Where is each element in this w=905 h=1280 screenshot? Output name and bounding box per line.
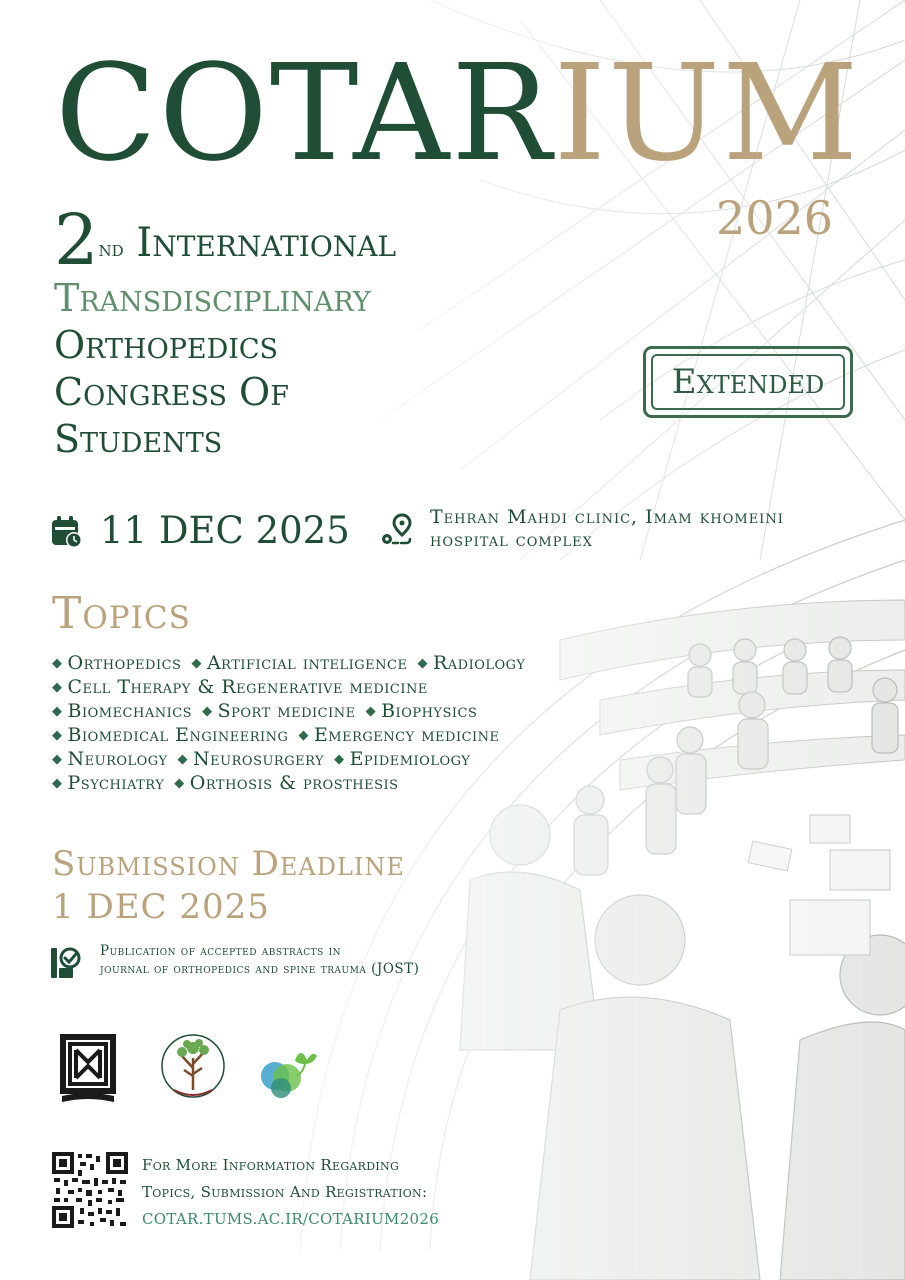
topics-row — [52, 772, 535, 796]
submission-heading: Submission Deadline — [52, 844, 405, 884]
congress-line-1 — [54, 199, 397, 281]
topics-row — [52, 652, 535, 676]
congress-line-5: Students — [54, 417, 223, 461]
qr-code-icon[interactable] — [52, 1152, 128, 1228]
topics-list — [52, 652, 535, 796]
topic-item: ◆ Radiology — [417, 652, 525, 674]
topic-item: ◆ Orthosis & prosthesis — [174, 772, 398, 794]
event-title — [55, 37, 861, 191]
topics-row — [52, 748, 535, 772]
congress-line-2: Transdisciplinary — [54, 276, 371, 320]
calendar-icon — [50, 515, 84, 549]
extended-label: Extended — [651, 354, 845, 410]
location-icon — [380, 513, 414, 549]
lotus-logo — [255, 1032, 321, 1102]
topic-item: ◆ Epidemiology — [334, 748, 470, 770]
ordinal-suffix: nd — [98, 237, 124, 262]
location-line-1: Tehran Mahdi clinic, Imam khomeini — [430, 506, 784, 528]
submission-date: 1 DEC 2025 — [52, 887, 270, 927]
tree-logo — [160, 1028, 226, 1104]
publication-icon — [50, 946, 84, 980]
topic-item: ◆ Biophysics — [366, 700, 478, 722]
university-logo — [58, 1032, 118, 1104]
congress-line-4: Congress Of — [54, 370, 289, 414]
publication-note — [100, 942, 419, 978]
topics-row — [52, 676, 535, 700]
more-info — [142, 1152, 439, 1233]
topics-row — [52, 700, 535, 724]
topics-row — [52, 724, 535, 748]
topic-item: ◆ Artificial inteligence — [191, 652, 407, 674]
topic-item: ◆ Emergency medicine — [298, 724, 499, 746]
publication-line-1: Publication of accepted abstracts in — [100, 943, 342, 959]
title-part-green: COTAR — [55, 37, 554, 191]
topic-item: ◆ Cell Therapy & Regenerative medicine — [52, 676, 428, 698]
international-label: International — [136, 220, 397, 266]
topics-heading: Topics — [52, 588, 191, 639]
congress-line-3: Orthopedics — [54, 323, 279, 367]
topic-item: ◆ Neurology — [52, 748, 168, 770]
event-year: 2026 — [716, 191, 834, 245]
ordinal-number: 2 — [54, 199, 99, 281]
info-line-1: For More Information Regarding — [142, 1156, 400, 1174]
extended-stamp — [643, 346, 853, 418]
topic-item: ◆ Orthopedics — [52, 652, 181, 674]
topic-item: ◆ Biomedical Engineering — [52, 724, 288, 746]
website-link[interactable]: COTAR.TUMS.AC.IR/COTARIUM2026 — [142, 1210, 440, 1228]
info-line-2: Topics, Submission And Registration: — [142, 1183, 428, 1201]
congress-name — [54, 199, 397, 463]
submission-deadline — [52, 843, 405, 929]
event-date: 11 DEC 2025 — [100, 509, 350, 552]
event-location — [430, 506, 784, 552]
topic-item: ◆ Sport medicine — [202, 700, 356, 722]
title-part-tan: IUM — [553, 37, 861, 191]
location-line-2: hospital complex — [430, 529, 593, 551]
topic-item: ◆ Neurosurgery — [178, 748, 325, 770]
topic-item: ◆ Psychiatry — [52, 772, 164, 794]
topic-item: ◆ Biomechanics — [52, 700, 192, 722]
publication-line-2: journal of orthopedics and spine trauma (JOST) — [100, 961, 420, 977]
